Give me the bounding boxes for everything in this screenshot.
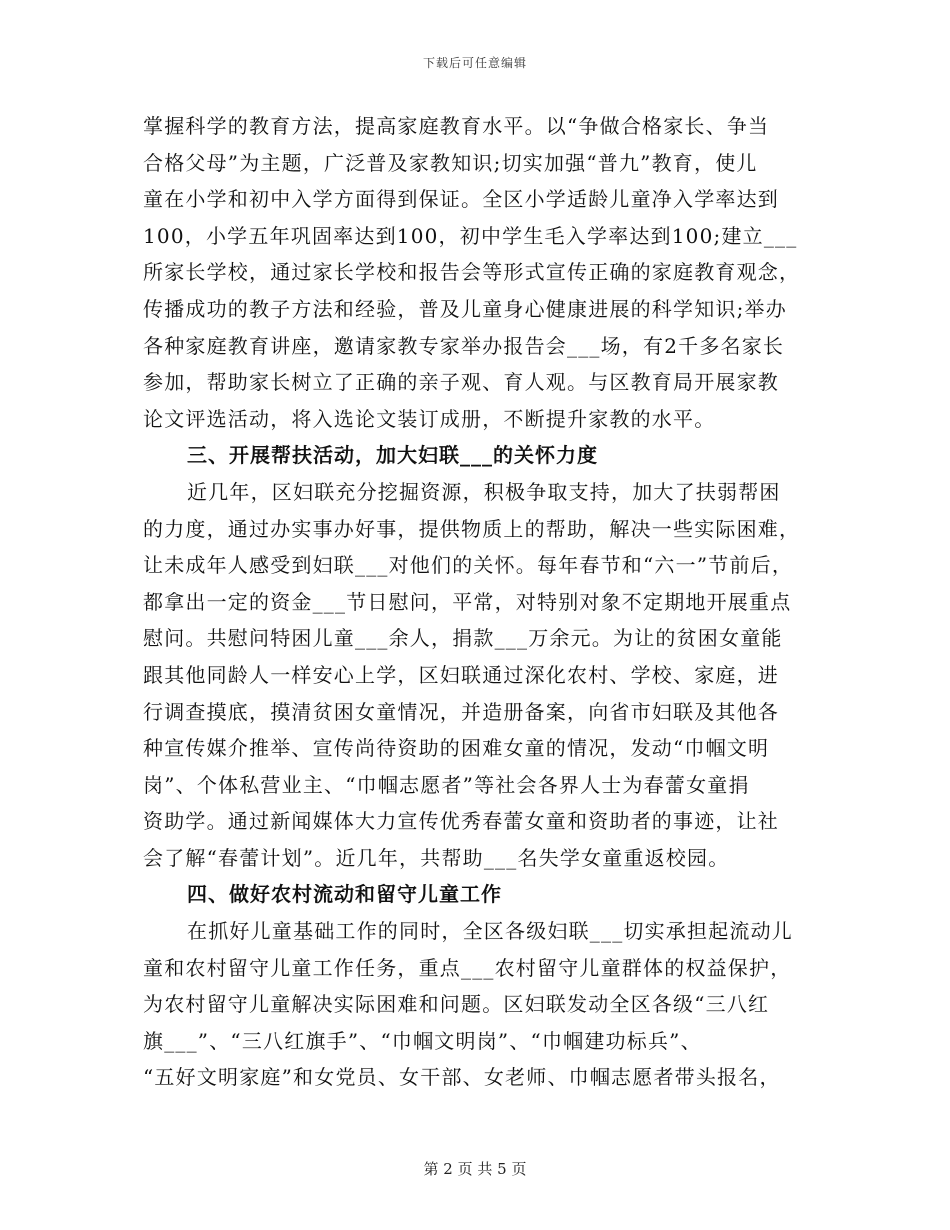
body-line: 的力度，通过办实事办好事，提供物质上的帮助，解决一些实际困难， [143, 516, 801, 541]
body-line: 100，小学五年巩固率达到100，初中学生毛入学率达到100;建立___ [143, 223, 798, 248]
body-line: 童在小学和初中入学方面得到保证。全区小学适龄儿童净入学率达到 [143, 187, 779, 212]
body-line: 论文评选活动，将入选论文装订成册，不断提升家教的水平。 [143, 406, 716, 431]
paragraph-first-line: 在抓好儿童基础工作的同时，全区各级妇联___切实承担起流动儿 [187, 919, 793, 944]
section-heading-4: 四、做好农村流动和留守儿童工作 [187, 882, 502, 907]
body-line: 行调查摸底，摸清贫困女童情况，并造册备案，向省市妇联及其他各 [143, 699, 779, 724]
body-line: 参加，帮助家长树立了正确的亲子观、育人观。与区教育局开展家教 [143, 370, 779, 395]
body-line: 会了解“春蕾计划”。近几年，共帮助___名失学女童重返校园。 [143, 845, 730, 870]
body-line: 都拿出一定的资金___节日慰问，平常，对特别对象不定期地开展重点 [143, 589, 792, 614]
body-line: 所家长学校，通过家长学校和报告会等形式宣传正确的家庭教育观念， [143, 260, 801, 285]
body-line: 为农村留守儿童解决实际困难和问题。区妇联发动全区各级“三八红 [143, 992, 770, 1017]
body-line: 让未成年人感受到妇联___对他们的关怀。每年春节和“六一”节前后， [143, 553, 794, 578]
body-line: “五好文明家庭”和女党员、女干部、女老师、巾帼志愿者带头报名， [143, 1065, 781, 1090]
document-body [143, 108, 823, 1096]
body-line: 童和农村留守儿童工作任务，重点___农村留守儿童群体的权益保护， [143, 955, 792, 980]
body-line: 传播成功的教子方法和经验，普及儿童身心健康进展的科学知识;举办 [143, 296, 787, 321]
body-line: 慰问。共慰问特困儿童___余人，捐款___万余元。为让的贫困女童能 [143, 626, 783, 651]
body-line: 种宣传媒介推举、宣传尚待资助的困难女童的情况，发动“巾帼文明 [143, 736, 770, 761]
body-line: 掌握科学的教育方法，提高家庭教育水平。以“争做合格家长、争当 [143, 114, 770, 138]
body-line: 合格父母”为主题，广泛普及家教知识;切实加强“普九”教育，使儿 [143, 150, 758, 175]
paragraph-first-line: 近几年，区妇联充分挖掘资源，积极争取支持，加大了扶弱帮困 [187, 479, 781, 504]
page-number-footer: 第 2 页 共 5 页 [423, 1160, 527, 1178]
section-heading-3: 三、开展帮扶活动，加大妇联___的关怀力度 [187, 443, 598, 468]
body-line: 各种家庭教育讲座，邀请家教专家举办报告会___场，有2千多名家长 [143, 333, 785, 358]
body-line: 跟其他同龄人一样安心上学，区妇联通过深化农村、学校、家庭，进 [143, 662, 779, 687]
page-header: 下载后可任意编辑 [422, 56, 527, 70]
body-line: 岗”、个体私营业主、“巾帼志愿者”等社会各界人士为春蕾女童捐 [143, 772, 750, 797]
body-line: 资助学。通过新闻媒体大力宣传优秀春蕾女童和资助者的事迹，让社 [143, 809, 779, 834]
body-line: 旗___”、“三八红旗手”、“巾帼文明岗”、“巾帼建功标兵”、 [143, 1028, 702, 1053]
